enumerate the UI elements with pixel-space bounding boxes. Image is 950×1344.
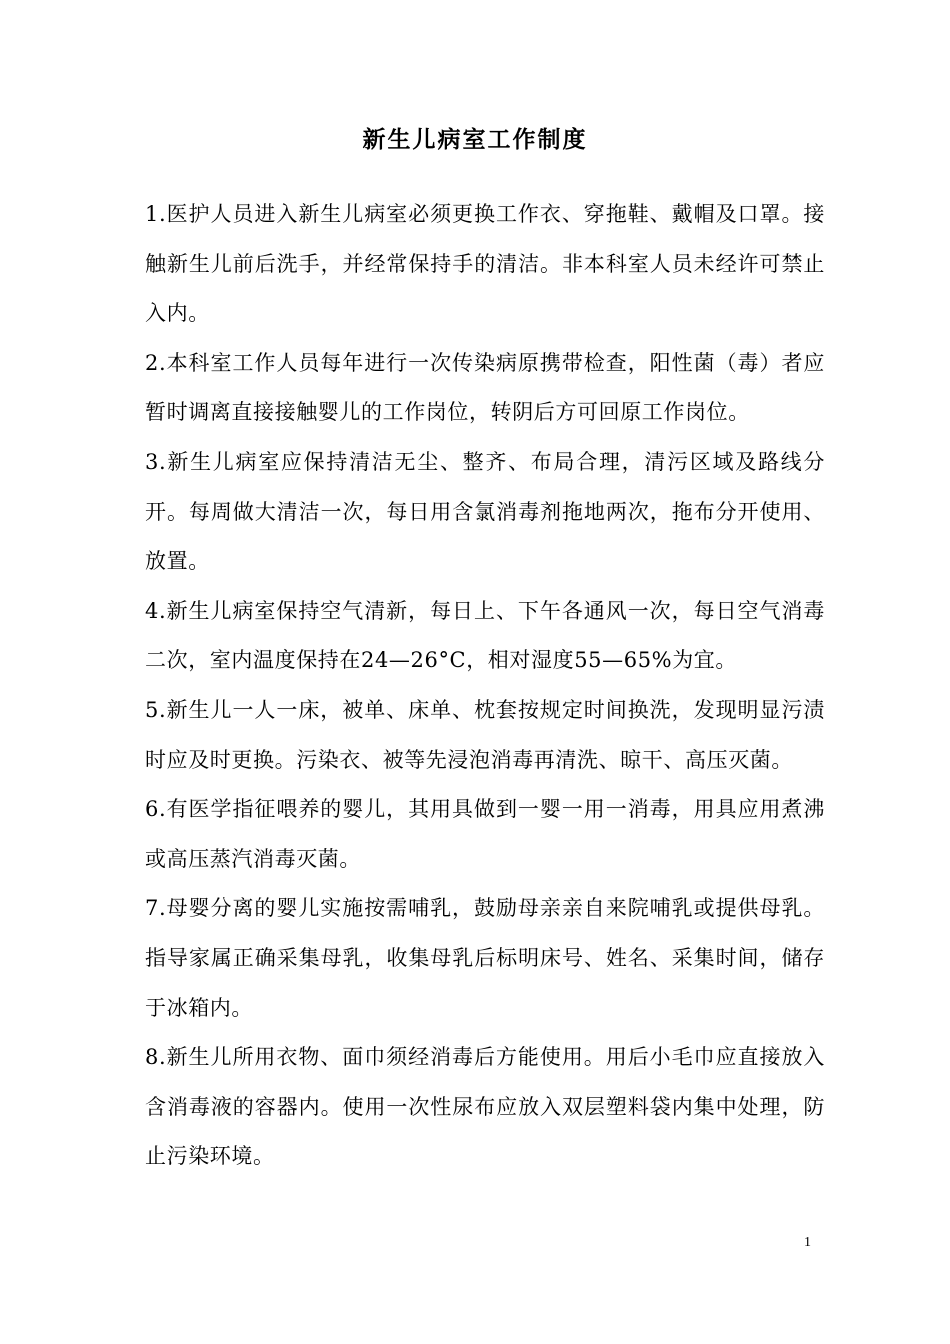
- rule-item-2: 2.本科室工作人员每年进行一次传染病原携带检查，阳性菌（毒）者应暂时调离直接接触婴儿的工作岗位，转阴后方可回原工作岗位。: [145, 350, 825, 425]
- rule-item-4: 4.新生儿病室保持空气清新，每日上、下午各通风一次，每日空气消毒二次，室内温度保持在24—26°C，相对湿度55—65%为宜。: [145, 598, 825, 673]
- rule-item-1: 1.医护人员进入新生儿病室必须更换工作衣、穿拖鞋、戴帽及口罩。接触新生儿前后洗手，并经常保持手的清洁。非本科室人员未经许可禁止入内。: [145, 202, 825, 326]
- document-title: 新生儿病室工作制度: [362, 126, 588, 153]
- document-body: [145, 190, 825, 1182]
- rule-item-6: 6.有医学指征喂养的婴儿，其用具做到一婴一用一消毒，用具应用煮沸或高压蒸汽消毒灭菌。: [145, 797, 825, 871]
- rule-item-5: 5.新生儿一人一床，被单、床单、枕套按规定时间换洗，发现明显污渍时应及时更换。污染衣、被等先浸泡消毒再清洗、晾干、高压灭菌。: [145, 697, 825, 772]
- page-number: 1: [804, 1235, 811, 1250]
- rule-item-8: 8.新生儿所用衣物、面巾须经消毒后方能使用。用后小毛巾应直接放入含消毒液的容器内。使用一次性尿布应放入双层塑料袋内集中处理，防止污染环境。: [145, 1045, 825, 1169]
- rule-item-3: 3.新生儿病室应保持清洁无尘、整齐、布局合理，清污区域及路线分开。每周做大清洁一次，每日用含氯消毒剂拖地两次，拖布分开使用、放置。: [145, 449, 825, 574]
- rule-item-7: 7.母婴分离的婴儿实施按需哺乳，鼓励母亲亲自来院哺乳或提供母乳。指导家属正确采集母乳，收集母乳后标明床号、姓名、采集时间，储存于冰箱内。: [145, 896, 825, 1020]
